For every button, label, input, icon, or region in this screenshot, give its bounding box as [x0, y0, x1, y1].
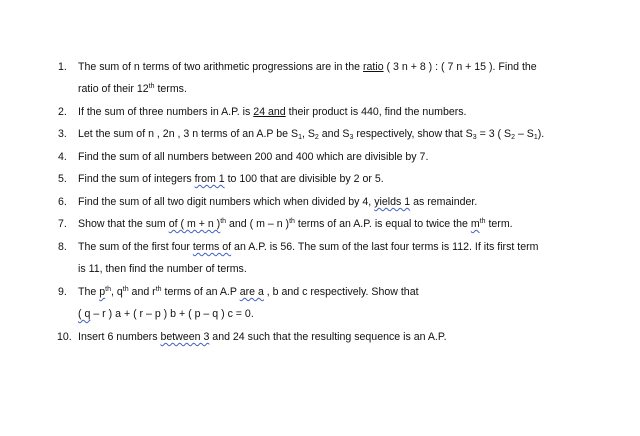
problem-number: 4.: [58, 151, 67, 163]
problem-number: 1.: [58, 61, 67, 73]
problem-number: 10.: [57, 331, 72, 343]
problem-1-line-2: ratio of their 12th terms.: [78, 83, 187, 95]
problem-1-line-1: The sum of n terms of two arithmetic progressions are in the ratio ( 3 n + 8 ) : ( 7 n + 15 ). Find the: [78, 61, 537, 73]
worksheet-page: 1. The sum of n terms of two arithmetic progressions are in the ratio ( 3 n + 8 ) : ( 7 n + 15 ). Find the ratio of their 12th terms. 2. If the sum of three numbers in A.P. is 24 and their product is 440, find the numbers. 3. Let the sum of n , 2n , 3 n terms of an A.P be $S_1$, $S_2$ and $S_3$ respectively, show that $S_3 = 3$ ( $S_2 - S_1$). 4. Find the sum of all numbers between 200 and 400 which are divisible by 7. 5. Find the sum of integers from 1 to 100 that are divisible by 2 or 5. 6. Find the sum of all two digit numbers which when divided by 4, yields 1 as remainder. 7. Show that the sum of ( m + n )$^{th}$ and ( m – n )$^{th}$ terms of an A.P. is equal to twice the $m^{th}$ term. 8. The sum of the first four terms of an A.P. is 56. The sum of the last four terms is 112. If its first term is 11, then find the number of terms. 9. The $p^{th}$, $q^{th}$ and $r^{th}$ terms of an A.P are a , b and c respectively. Show that ( q – r ) a + ( r – p ) b + ( p – q ) c = 0. 10. Insert 6 numbers between 3 and 24 such that the resulting sequence is an A.P.: [0, 0, 640, 436]
problem-number: 9.: [58, 286, 67, 298]
problem-number: 8.: [58, 241, 67, 253]
problem-number: 3.: [58, 128, 67, 140]
problem-number: 7.: [58, 218, 67, 230]
problem-number: 2.: [58, 106, 67, 118]
problem-number: 6.: [58, 196, 67, 208]
problem-number: 5.: [58, 173, 67, 185]
